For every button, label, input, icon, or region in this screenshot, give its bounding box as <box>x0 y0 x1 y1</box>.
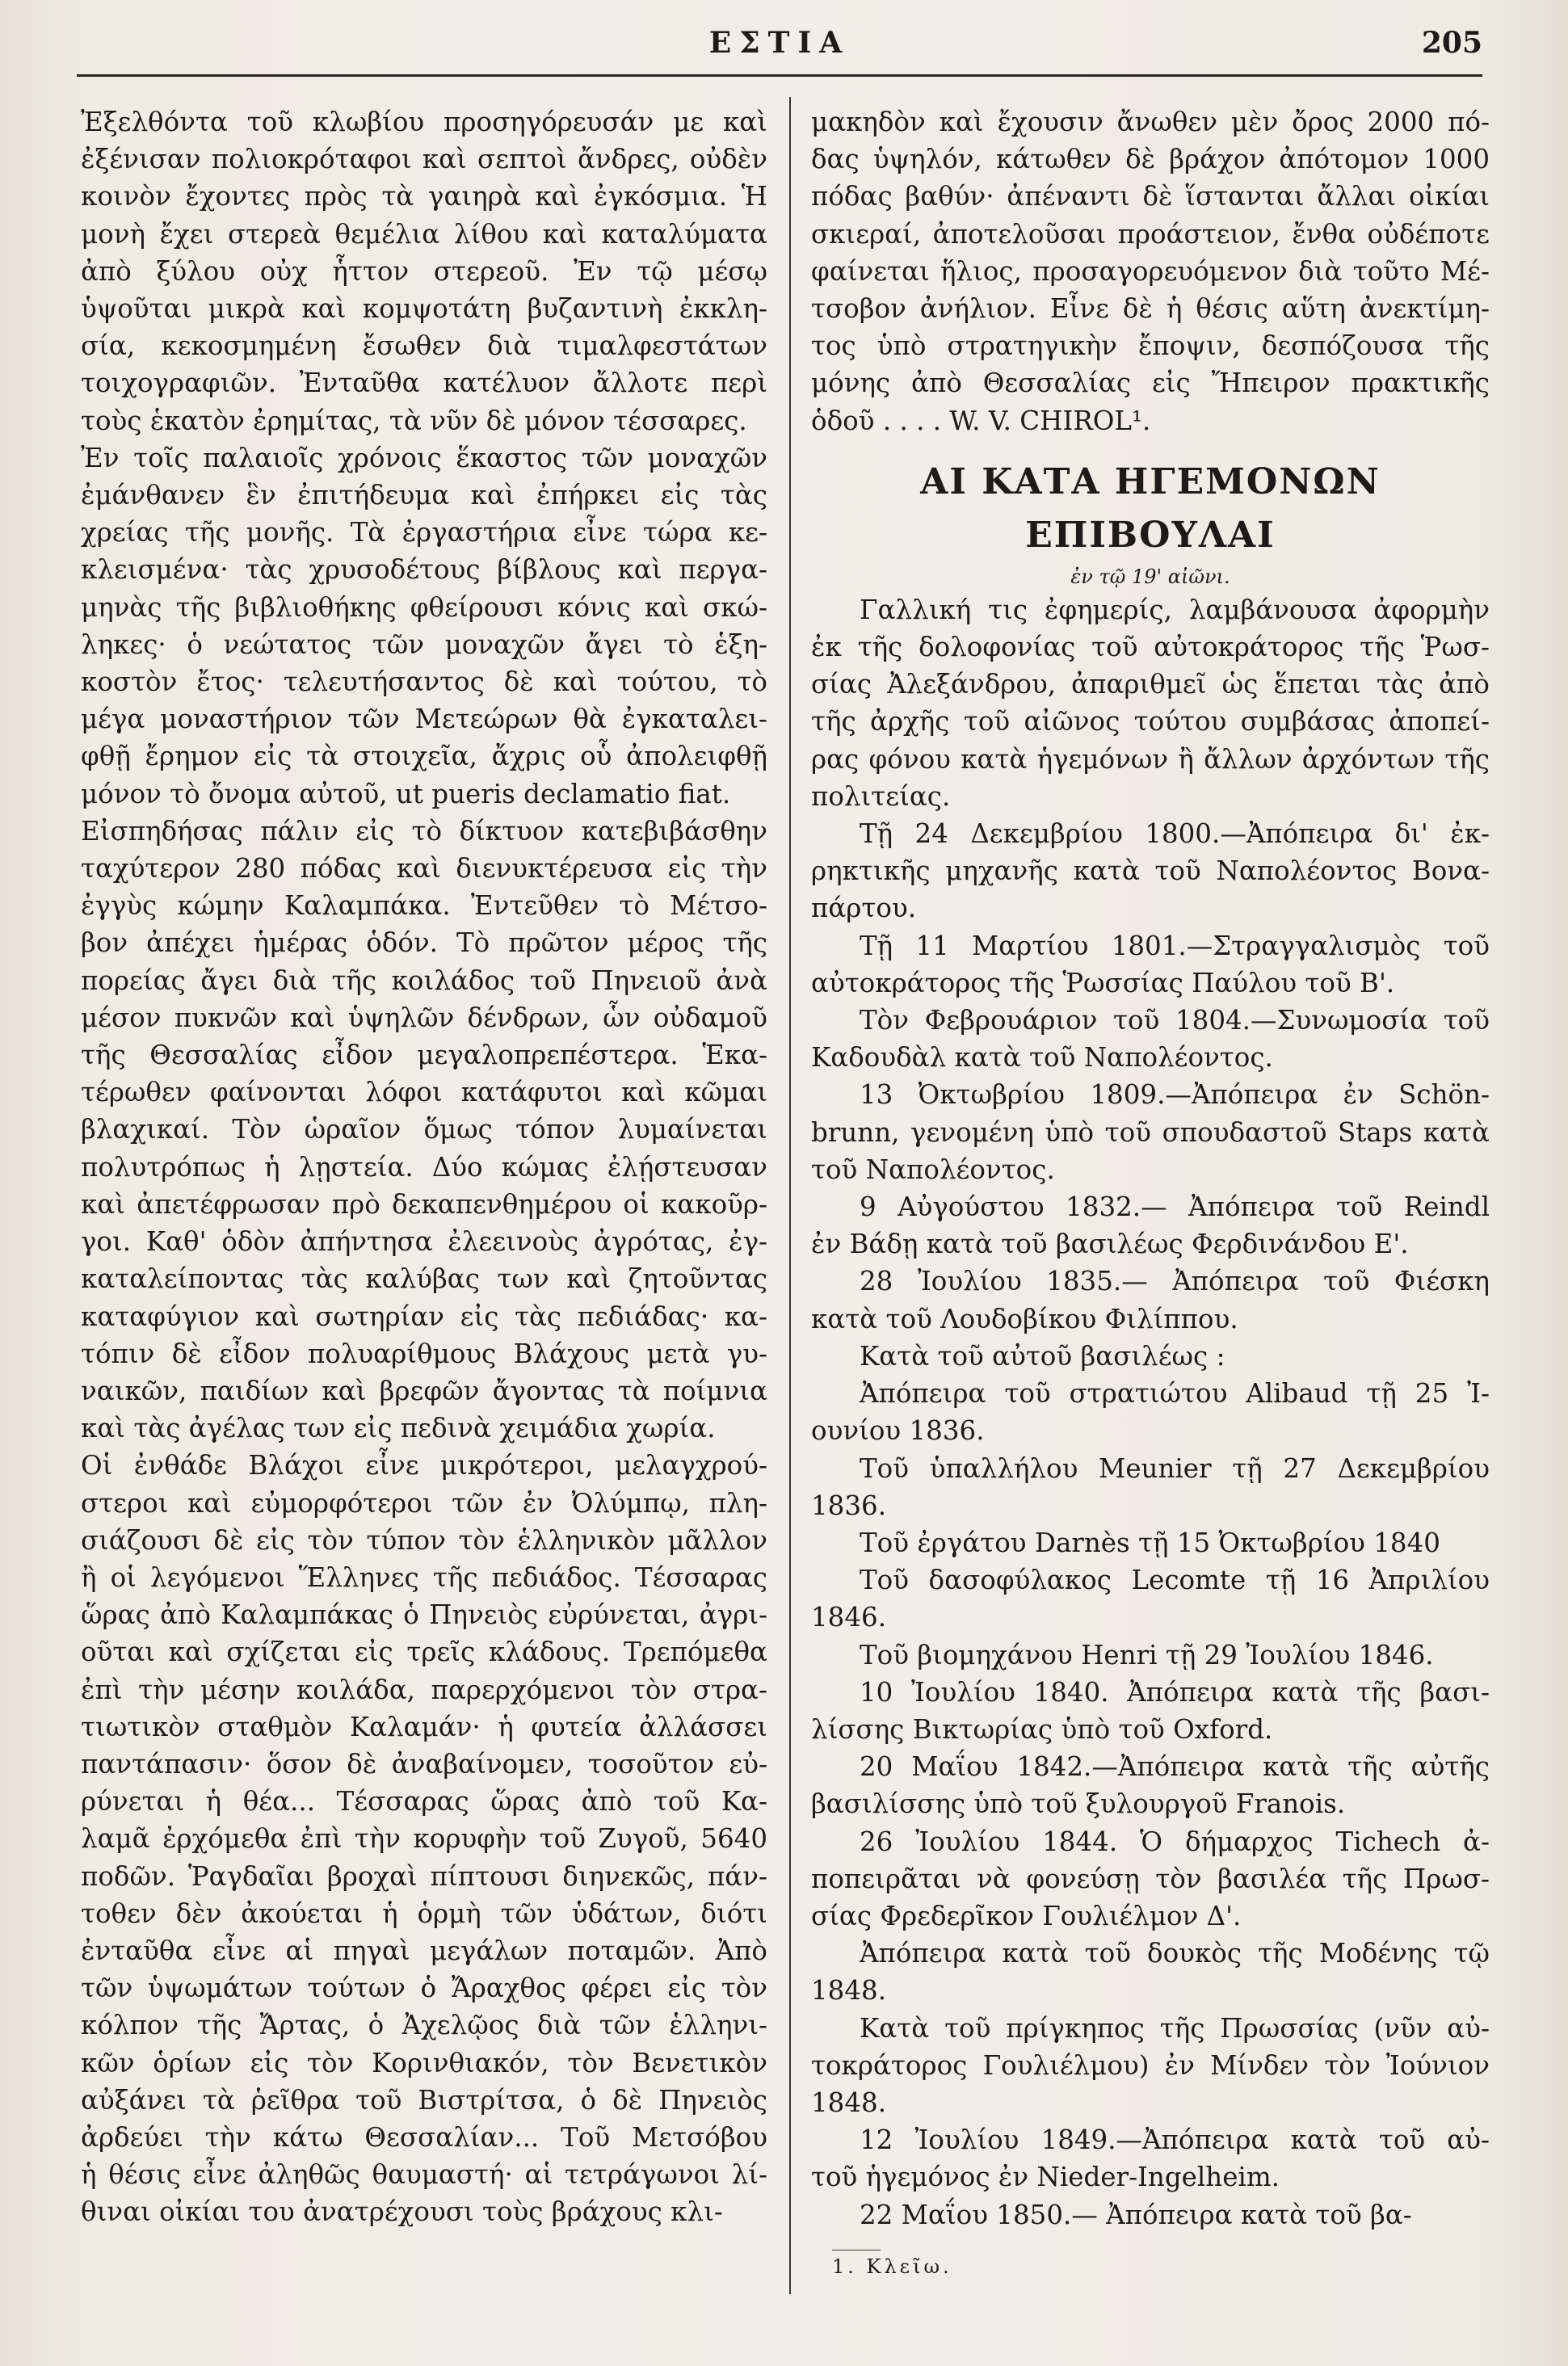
text-line: σίας Φρεδερῖκον Γουλιέλμον Δ'. <box>811 1900 1242 1931</box>
text-line: Ἀπόπειρα τοῦ στρατιώτου Alibaud τῇ 25 Ἰ- <box>860 1378 1490 1410</box>
text-line: ὁδοῦ . . . . W. V. CHIROL¹. <box>811 405 1151 436</box>
header-rule <box>77 74 1482 77</box>
text-line: Γαλλική τις ἐφημερίς, λαμβάνουσα ἀφορμὴν <box>860 594 1490 625</box>
text-line: 22 Μαΐου 1850.— Ἀπόπειρα κατὰ τοῦ βα- <box>860 2199 1412 2230</box>
text-line: κόλπον τῆς Ἄρτας, ὁ Ἀχελῷος διὰ τῶν ἑλληνι- <box>81 2010 767 2041</box>
text-line: βλαχικαί. Τὸν ὡραῖον ὅμως τόπον λυμαίνεται <box>81 1114 767 1145</box>
text-line: δας ὑψηλόν, κάτωθεν δὲ βράχον ἀπότομον 1000 <box>811 144 1490 175</box>
text-line: τόπιν δὲ εἶδον πολυαρίθμους Βλάχους μετὰ γυ- <box>81 1338 767 1369</box>
text-line: πορείας ἄγει διὰ τῆς κοιλάδος τοῦ Πηνειοῦ ἀνὰ <box>81 964 767 996</box>
text-line: τῆς ἀρχῆς τοῦ αἰῶνος τούτου συμβάσας ἀποπεί- <box>811 706 1490 738</box>
text-line: αὐξάνει τὰ ῥεῖθρα τοῦ Βιστρίτσα, ὁ δὲ Πηνειὸς <box>81 2084 767 2116</box>
text-line: φθῇ ἔρημον εἰς τὰ στοιχεῖα, ἄχρις οὗ ἀπολειφθῇ <box>81 741 767 772</box>
text-line: Τοῦ ἐργάτου Darnès τῇ 15 Ὀκτωβρίου 1840 <box>860 1527 1440 1558</box>
text-line: 9 Αὐγούστου 1832.— Ἀπόπειρα τοῦ Reindl <box>860 1191 1490 1223</box>
text-line: μόνης ἀπὸ Θεσσαλίας εἰς Ἤπειρον πρακτικῆς <box>811 368 1490 399</box>
article-body <box>811 591 1490 2234</box>
running-title: ΕΣΤΙΑ <box>708 26 851 60</box>
text-line: βασιλίσσης ὑπὸ τοῦ ξυλουργοῦ Franois. <box>811 1788 1346 1820</box>
text-line: 1848. <box>811 2087 887 2118</box>
text-line: σία, κεκοσμημένη ἔσωθεν διὰ τιμαλφεστάτων <box>81 330 767 362</box>
text-line: κατὰ τοῦ Λουδοβίκου Φιλίππου. <box>811 1303 1238 1334</box>
text-line: Ἀπόπειρα κατὰ τοῦ δουκὸς τῆς Μοδένης τῷ <box>860 1938 1490 1969</box>
text-line: αὐτοκράτορος τῆς Ῥωσσίας Παύλου τοῦ Β'. <box>811 967 1395 998</box>
text-line: Τῇ 11 Μαρτίου 1801.—Στραγγαλισμὸς τοῦ <box>860 930 1490 961</box>
text-line: ἐν Βάδῃ κατὰ τοῦ βασιλέως Φερδινάνδου Ε'. <box>811 1229 1409 1260</box>
running-head <box>77 19 1482 65</box>
text-line: τοῦ ἡγεμόνος ἐν Nieder-Ingelheim. <box>811 2162 1280 2193</box>
text-line: μέγα μοναστήριον τῶν Μετεώρων θὰ ἐγκαταλει- <box>81 704 767 735</box>
text-line: λαμᾶ ἐρχόμεθα ἐπὶ τὴν κορυφὴν τοῦ Ζυγοῦ, 5640 <box>81 1823 767 1855</box>
text-line: Τοῦ δασοφύλακος Lecomte τῇ 16 Ἀπριλίου <box>860 1565 1490 1596</box>
text-line: τοιχογραφιῶν. Ἐνταῦθα κατέλυον ἄλλοτε περὶ <box>81 368 767 399</box>
text-line: Τὸν Φεβρουάριον τοῦ 1804.—Συνωμοσία τοῦ <box>860 1005 1490 1036</box>
text-line: στεροι καὶ εὐμορφότεροι τῶν ἐν Ὀλύμπῳ, πλη- <box>81 1487 767 1519</box>
text-line: Οἱ ἐνθάδε Βλάχοι εἶνε μικρότεροι, μελαγχρού- <box>81 1450 767 1481</box>
text-line: 13 Ὀκτωβρίου 1809.—Ἀπόπειρα ἐν Schön- <box>860 1079 1490 1111</box>
text-line: τοῦ Ναπολέοντος. <box>811 1154 1055 1185</box>
text-line: Κατὰ τοῦ πρίγκηπος τῆς Πρωσσίας (νῦν αὐ- <box>860 2012 1490 2044</box>
footnote: 1. Κλεῖω. <box>832 2255 952 2278</box>
text-line: 1848. <box>811 1975 887 2007</box>
text-line: ληκες· ὁ νεώτατος τῶν μοναχῶν ἄγει τὸ ἑξη- <box>81 628 767 660</box>
text-line: ποπειρᾶται νὰ φονεύσῃ τὸν βασιλέα τῆς Πρωσ- <box>811 1863 1490 1894</box>
text-line: πολιτείας. <box>811 780 951 812</box>
right-column <box>811 103 1490 2234</box>
article-title: ΑΙ ΚΑΤΑ ΗΓΕΜΟΝΩΝ ΕΠΙΒΟΥΛΑΙ <box>920 460 1381 556</box>
text-line: πολυτρόπως ἡ λῃστεία. Δύο κώμας ἐλῄστευσαν <box>81 1151 767 1183</box>
text-line: Τῇ 24 Δεκεμβρίου 1800.—Ἀπόπειρα δι' ἐκ- <box>860 818 1490 850</box>
text-line: ἡ θέσις εἶνε ἀληθῶς θαυμαστή· αἱ τετράγωνοι λί- <box>81 2159 767 2191</box>
right-column-top-text <box>811 103 1490 439</box>
text-line: ναικῶν, παιδίων καὶ βρεφῶν ἄγοντας τὰ ποίμνια <box>81 1375 767 1406</box>
text-line: θιναι οἰκίαι του ἀνατρέχουσι τοὺς βράχους κλι- <box>81 2196 723 2228</box>
text-line: χρείας τῆς μονῆς. Τὰ ἐργαστήρια εἶνε τώρα κε- <box>81 517 767 548</box>
text-line: μονὴ ἔχει στερεὰ θεμέλια λίθου καὶ καταλύματα <box>81 218 767 250</box>
text-line: οῦται καὶ σχίζεται εἰς τρεῖς κλάδους. Τρεπόμεθα <box>81 1637 767 1668</box>
text-line: βον ἀπέχει ἡμέρας ὁδόν. Τὸ πρῶτον μέρος τῆς <box>81 927 767 959</box>
text-line: τοθεν δὲν ἀκούεται ἡ ὁρμὴ τῶν ὑδάτων, διότι <box>81 1897 767 1929</box>
text-line: 1846. <box>811 1602 887 1633</box>
text-line: λίσσης Βικτωρίας ὑπὸ τοῦ Oxford. <box>811 1713 1273 1745</box>
text-line: ταχύτερον 280 πόδας καὶ διενυκτέρευσα εἰς τὴν <box>81 853 767 885</box>
text-line: μόνον τὸ ὄνομα αὐτοῦ, ut pueris declamatio fiat. <box>81 778 731 809</box>
text-line: ρηκτικῆς μηχανῆς κατὰ τοῦ Ναπολέοντος Βονα- <box>811 855 1490 887</box>
text-line: ἢ οἱ λεγόμενοι Ἕλληνες τῆς πεδιάδος. Τέσσαρας <box>81 1561 767 1593</box>
text-line: ἐπὶ τὴν μέσην κοιλάδα, παρερχόμενοι τὸν στρα- <box>81 1674 767 1705</box>
text-line: τσοβον ἀνήλιον. Εἶνε δὲ ἡ θέσις αὕτη ἀνεκτίμη- <box>811 293 1490 325</box>
text-line: 26 Ἰουλίου 1844. Ὁ δήμαρχος Tichech ἀ- <box>860 1826 1490 1857</box>
text-line: ἐξένισαν πολιοκρόταφοι καὶ σεπτοὶ ἄνδρες, οὐδὲν <box>81 144 767 175</box>
text-line: ποδῶν. Ῥαγδαῖαι βροχαὶ πίπτουσι διηνεκῶς, πάν- <box>81 1860 767 1892</box>
text-line: τοὺς ἑκατὸν ἐρημίτας, τὰ νῦν δὲ μόνον τέσσαρες. <box>81 405 747 436</box>
text-line: πόδας βαθύν· ἀπέναντι δὲ ἵστανται ἄλλαι οἰκίαι <box>811 181 1490 212</box>
text-line: τῶν ὑψωμάτων τούτων ὁ Ἄραχθος φέρει εἰς τὸν <box>81 1973 767 2004</box>
text-line: Εἰσπηδήσας πάλιν εἰς τὸ δίκτυον κατεβιβάσθην <box>81 815 767 847</box>
text-line: ρύνεται ἡ θέα... Τέσσαρας ὥρας ἀπὸ τοῦ Κα- <box>81 1786 767 1818</box>
text-line: φαίνεται ἥλιος, προσαγορευόμενον διὰ τοῦτο Μέ- <box>811 255 1490 287</box>
text-line: καὶ τὰς ἀγέλας των εἰς πεδινὰ χειμάδια χωρία. <box>81 1413 716 1444</box>
text-line: ἀπὸ ξύλου οὐχ ἧττον στερεοῦ. Ἐν τῷ μέσῳ <box>81 255 767 287</box>
column-divider <box>789 97 791 2294</box>
text-line: 1836. <box>811 1490 887 1521</box>
text-line: κλεισμένα· τὰς χρυσοδέτους βίβλους καὶ περγα- <box>81 554 767 586</box>
text-line: κοινὸν ἔχοντες πρὸς τὰ γαιηρὰ καὶ ἐγκόσμια. Ἡ <box>81 181 767 212</box>
text-line: τοκράτορος Γουλιέλμου) ἐν Μίνδεν τὸν Ἰούνιον <box>811 2049 1490 2081</box>
text-line: σιάζουσι δὲ εἰς τὸν τύπον τὸν ἑλληνικὸν μᾶλλον <box>81 1524 767 1556</box>
text-line: Κατὰ τοῦ αὐτοῦ βασιλέως : <box>860 1340 1225 1372</box>
text-line: ἐγγὺς κώμην Καλαμπάκα. Ἐντεῦθεν τὸ Μέτσο- <box>81 890 767 922</box>
text-line: καταλείποντας τὰς καλύβας των καὶ ζητοῦντας <box>81 1263 767 1295</box>
text-line: καταφύγιον καὶ σωτηρίαν εἰς τὰς πεδιάδας· κα- <box>81 1301 767 1332</box>
text-line: ρας φόνου κατὰ ἡγεμόνων ἢ ἄλλων ἀρχόντων τῆς <box>811 743 1490 775</box>
text-line: 10 Ἰουλίου 1840. Ἀπόπειρα κατὰ τῆς βασι- <box>860 1676 1490 1708</box>
text-line: Καδουδὰλ κατὰ τοῦ Ναπολέοντος. <box>811 1042 1273 1074</box>
text-line: 28 Ἰουλίου 1835.— Ἀπόπειρα τοῦ Φιέσκη <box>860 1266 1490 1297</box>
page-number: 205 <box>1421 26 1482 60</box>
text-line: ὑψοῦται μικρὰ καὶ κομψοτάτη βυζαντινὴ ἐκκλη- <box>81 293 767 325</box>
text-line: Ἐξελθόντα τοῦ κλωβίου προσηγόρευσάν με καὶ <box>81 107 767 137</box>
text-line: Τοῦ ὑπαλλήλου Meunier τῇ 27 Δεκεμβρίου <box>860 1452 1490 1484</box>
text-line: ἐνταῦθα εἶνε αἱ πηγαὶ μεγάλων ποταμῶν. Ἀπὸ <box>81 1935 767 1966</box>
text-line: ουνίου 1836. <box>811 1415 985 1447</box>
left-column <box>81 103 767 2231</box>
text-line: σίας Ἀλεξάνδρου, ἀπαριθμεῖ ὡς ἕπεται τὰς ἀπὸ <box>811 669 1490 700</box>
text-line: καὶ ἀπετέφρωσαν πρὸ δεκαπενθημέρου οἱ κακοῦρ- <box>81 1188 767 1220</box>
text-line: πάρτου. <box>811 893 917 924</box>
text-line: σκιεραί, ἀποτελοῦσαι προάστειον, ἔνθα οὐδέποτε <box>811 218 1490 250</box>
text-line: μέσον πυκνῶν καὶ ὑψηλῶν δένδρων, ὧν οὐδαμοῦ <box>81 1002 767 1033</box>
text-line: παντάπασιν· ὅσον δὲ ἀναβαίνομεν, τοσοῦτον εὐ- <box>81 1748 767 1780</box>
text-line: Ἐν τοῖς παλαιοῖς χρόνοις ἕκαστος τῶν μοναχῶν <box>81 442 767 473</box>
text-line: ἐκ τῆς δολοφονίας τοῦ αὐτοκράτορος τῆς Ῥωσ- <box>811 632 1490 663</box>
text-line: τέρωθεν φαίνονται λόφοι κατάφυτοι καὶ κῶμαι <box>81 1077 767 1108</box>
text-line: 12 Ἰουλίου 1849.—Ἀπόπειρα κατὰ τοῦ αὐ- <box>860 2124 1490 2156</box>
text-line: μακηδὸν καὶ ἔχουσιν ἄνωθεν μὲν ὄρος 2000 πό- <box>811 107 1490 137</box>
text-line: κοστὸν ἔτος· τελευτήσαντος δὲ καὶ τούτου, τὸ <box>81 666 767 698</box>
text-line: τος ὑπὸ στρατηγικὴν ἔποψιν, δεσπόζουσα τῆς <box>811 330 1490 362</box>
article-subtitle: ἐν τῷ 19' αἰῶνι. <box>1070 565 1230 588</box>
text-line: τῆς Θεσσαλίας εἶδον μεγαλοπρεπέστερα. Ἑκα- <box>81 1040 767 1071</box>
text-line: ἐμάνθανεν ἓν ἐπιτήδευμα καὶ ἐπήρκει εἰς τὰς <box>81 480 767 511</box>
text-line: κῶν ὁρίων εἰς τὸν Κορινθιακόν, τὸν Βενετικὸν <box>81 2047 767 2078</box>
text-line: μηνὰς τῆς βιβλιοθήκης φθείρουσι κόνις καὶ σκώ- <box>81 591 767 623</box>
text-line: τιωτικὸν σταθμὸν Καλαμάν· ἡ φυτεία ἀλλάσσει <box>81 1711 767 1742</box>
text-line: ἀρδεύει τὴν κάτω Θεσσαλίαν... Τοῦ Μετσόβου <box>81 2121 767 2153</box>
text-line: brunn, γενομένη ὑπὸ τοῦ σπουδαστοῦ Staps κατὰ <box>811 1116 1490 1148</box>
text-line: Τοῦ βιομηχάνου Henri τῇ 29 Ἰουλίου 1846. <box>860 1639 1434 1670</box>
text-line: 20 Μαΐου 1842.—Ἀπόπειρα κατὰ τῆς αὐτῆς <box>860 1751 1490 1783</box>
text-line: ὥρας ἀπὸ Καλαμπάκας ὁ Πηνειὸς εὐρύνεται, ἀγρι- <box>81 1599 767 1631</box>
text-line: γοι. Καθ' ὁδὸν ἀπήντησα ἐλεεινοὺς ἀγρότας, ἐγ- <box>81 1226 767 1258</box>
